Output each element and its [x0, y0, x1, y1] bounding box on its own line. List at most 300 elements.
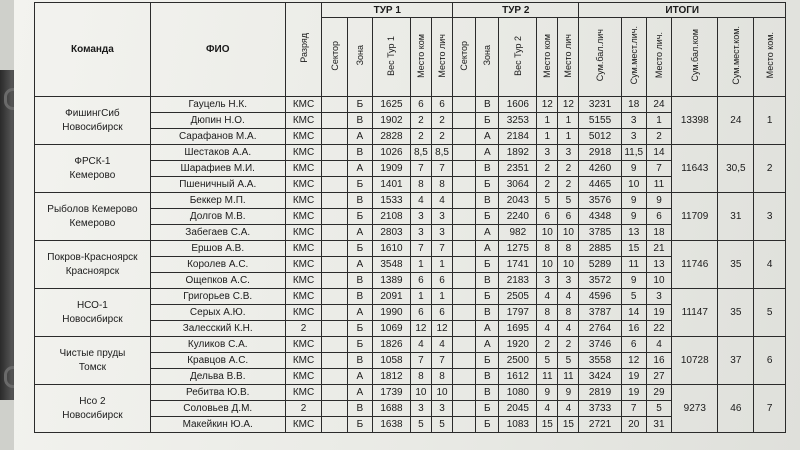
cell-sector-2: [453, 305, 476, 321]
cell-rank: КМС: [285, 145, 322, 161]
header-place-pers-2: Место лич: [558, 18, 579, 97]
cell-zone-1: Б: [347, 177, 372, 193]
cell-sector-1: [322, 321, 347, 337]
cell-place-team-1: 8,5: [410, 145, 431, 161]
cell-sector-1: [322, 369, 347, 385]
cell-place-pers-1: 2: [431, 113, 452, 129]
cell-rank: КМС: [285, 113, 322, 129]
cell-sector-2: [453, 337, 476, 353]
cell-team-place: 6: [754, 337, 786, 385]
cell-place-pers-2: 1: [558, 129, 579, 145]
cell-place-team-2: 1: [537, 113, 558, 129]
cell-place-pers-2: 8: [558, 305, 579, 321]
cell-sum-pers-places: 19: [621, 385, 646, 401]
cell-weight-1: 1909: [373, 161, 411, 177]
header-tour2: ТУР 2: [453, 3, 579, 18]
cell-place-pers-total: 2: [646, 129, 671, 145]
cell-sum-pers-places: 13: [621, 225, 646, 241]
cell-sum-pers-places: 20: [621, 417, 646, 433]
cell-sector-1: [322, 225, 347, 241]
cell-place-team-2: 8: [537, 241, 558, 257]
cell-sector-2: [453, 145, 476, 161]
cell-sum-team-places: 46: [718, 385, 754, 433]
cell-weight-2: 1080: [499, 385, 537, 401]
cell-weight-1: 1688: [373, 401, 411, 417]
cell-place-pers-2: 3: [558, 273, 579, 289]
cell-sector-2: [453, 353, 476, 369]
results-body: [35, 97, 786, 433]
cell-place-pers-1: 8,5: [431, 145, 452, 161]
cell-sum-pers-places: 11: [621, 257, 646, 273]
cell-weight-2: 1797: [499, 305, 537, 321]
cell-rank: КМС: [285, 337, 322, 353]
cell-place-team-1: 7: [410, 353, 431, 369]
cell-name: Серых А.Ю.: [150, 305, 285, 321]
cell-place-pers-1: 4: [431, 193, 452, 209]
cell-place-team-1: 5: [410, 417, 431, 433]
cell-weight-2: 2240: [499, 209, 537, 225]
cell-sum-pers-points: 4465: [579, 177, 621, 193]
cell-sector-1: [322, 401, 347, 417]
cell-sum-pers-points: 4596: [579, 289, 621, 305]
cell-place-pers-2: 4: [558, 321, 579, 337]
cell-weight-2: 1741: [499, 257, 537, 273]
cell-weight-2: 2043: [499, 193, 537, 209]
cell-sector-2: [453, 417, 476, 433]
cell-name: Забегаев С.А.: [150, 225, 285, 241]
cell-zone-2: В: [476, 273, 499, 289]
cell-place-team-2: 4: [537, 401, 558, 417]
cell-place-pers-total: 19: [646, 305, 671, 321]
cell-name: Кравцов А.С.: [150, 353, 285, 369]
cell-name: Григорьев С.В.: [150, 289, 285, 305]
cell-weight-1: 1026: [373, 145, 411, 161]
cell-zone-2: А: [476, 337, 499, 353]
cell-place-team-1: 4: [410, 337, 431, 353]
team-name: ФРСК-1: [74, 155, 111, 167]
cell-zone-2: А: [476, 321, 499, 337]
cell-zone-1: В: [347, 401, 372, 417]
cell-place-pers-1: 8: [431, 369, 452, 385]
cell-sum-pers-places: 9: [621, 209, 646, 225]
cell-place-pers-total: 11: [646, 177, 671, 193]
cell-sum-pers-points: 2764: [579, 321, 621, 337]
cell-sum-pers-points: 4348: [579, 209, 621, 225]
header-sector-2: Сектор: [453, 18, 476, 97]
cell-sum-pers-places: 5: [621, 289, 646, 305]
cell-zone-2: А: [476, 225, 499, 241]
cell-place-team-2: 4: [537, 289, 558, 305]
cell-place-pers-total: 27: [646, 369, 671, 385]
cell-weight-1: 1533: [373, 193, 411, 209]
cell-place-pers-1: 2: [431, 129, 452, 145]
team-name: Покров-Красноярск: [47, 251, 138, 263]
cell-zone-2: В: [476, 161, 499, 177]
cell-sum-pers-points: 3572: [579, 273, 621, 289]
paper-sheet: [14, 0, 800, 450]
cell-sum-team-places: 37: [718, 337, 754, 385]
cell-sum-pers-places: 9: [621, 273, 646, 289]
team-cell: [35, 241, 151, 289]
cell-sector-2: [453, 257, 476, 273]
cell-zone-2: Б: [476, 113, 499, 129]
cell-weight-1: 1058: [373, 353, 411, 369]
cell-name: Макейкин Ю.А.: [150, 417, 285, 433]
cell-sector-1: [322, 417, 347, 433]
cell-sector-1: [322, 145, 347, 161]
header-weight-1: Вес Тур 1: [373, 18, 411, 97]
team-cell: [35, 289, 151, 337]
cell-zone-2: А: [476, 129, 499, 145]
cell-team-place: 1: [754, 97, 786, 145]
cell-name: Дюпин Н.О.: [150, 113, 285, 129]
cell-weight-2: 2351: [499, 161, 537, 177]
cell-place-pers-total: 22: [646, 321, 671, 337]
cell-weight-1: 2108: [373, 209, 411, 225]
cell-zone-1: А: [347, 161, 372, 177]
cell-weight-1: 1638: [373, 417, 411, 433]
cell-rank: КМС: [285, 369, 322, 385]
cell-sector-1: [322, 289, 347, 305]
cell-sum-team-points: 10728: [672, 337, 718, 385]
cell-zone-1: Б: [347, 209, 372, 225]
cell-place-pers-1: 6: [431, 97, 452, 113]
cell-weight-2: 2505: [499, 289, 537, 305]
cell-place-pers-2: 5: [558, 193, 579, 209]
cell-rank: КМС: [285, 129, 322, 145]
cell-place-pers-total: 6: [646, 209, 671, 225]
cell-place-team-2: 10: [537, 257, 558, 273]
header-sum-pers-points: Сум.бал.лич: [579, 18, 621, 97]
cell-weight-2: 2184: [499, 129, 537, 145]
cell-sector-1: [322, 337, 347, 353]
cell-weight-1: 3548: [373, 257, 411, 273]
cell-place-team-2: 9: [537, 385, 558, 401]
cell-weight-2: 1275: [499, 241, 537, 257]
cell-place-pers-2: 4: [558, 401, 579, 417]
cell-place-team-1: 8: [410, 369, 431, 385]
cell-team-place: 5: [754, 289, 786, 337]
cell-rank: КМС: [285, 417, 322, 433]
cell-weight-1: 1990: [373, 305, 411, 321]
cell-zone-2: Б: [476, 289, 499, 305]
cell-sector-2: [453, 241, 476, 257]
cell-team-place: 2: [754, 145, 786, 193]
team-name: ФишингСиб: [65, 107, 120, 119]
team-city: Томск: [78, 361, 106, 373]
cell-place-pers-total: 9: [646, 193, 671, 209]
cell-zone-1: А: [347, 129, 372, 145]
cell-place-team-1: 1: [410, 289, 431, 305]
cell-place-team-1: 7: [410, 241, 431, 257]
cell-place-pers-1: 6: [431, 305, 452, 321]
cell-sector-1: [322, 353, 347, 369]
cell-sector-1: [322, 241, 347, 257]
cell-zone-1: В: [347, 193, 372, 209]
cell-sector-1: [322, 385, 347, 401]
cell-rank: КМС: [285, 177, 322, 193]
cell-place-pers-total: 5: [646, 401, 671, 417]
cell-zone-1: А: [347, 305, 372, 321]
cell-weight-2: 1695: [499, 321, 537, 337]
cell-rank: КМС: [285, 289, 322, 305]
cell-sector-1: [322, 129, 347, 145]
team-cell: [35, 145, 151, 193]
cell-sum-pers-places: 19: [621, 369, 646, 385]
cell-sum-pers-points: 3746: [579, 337, 621, 353]
cell-place-pers-2: 3: [558, 145, 579, 161]
header-sum-team-places: Сум.мест.ком.: [718, 18, 754, 97]
cell-weight-1: 1812: [373, 369, 411, 385]
cell-sector-2: [453, 97, 476, 113]
cell-sum-pers-points: 3785: [579, 225, 621, 241]
team-name: Рыболов Кемерово: [47, 203, 138, 215]
cell-sum-pers-places: 9: [621, 161, 646, 177]
cell-place-team-1: 12: [410, 321, 431, 337]
cell-rank: КМС: [285, 385, 322, 401]
cell-place-pers-1: 4: [431, 337, 452, 353]
cell-place-team-2: 10: [537, 225, 558, 241]
cell-sum-team-places: 35: [718, 289, 754, 337]
cell-name: Сарафанов М.А.: [150, 129, 285, 145]
cell-sum-pers-places: 7: [621, 401, 646, 417]
cell-weight-2: 1083: [499, 417, 537, 433]
cell-sector-2: [453, 193, 476, 209]
cell-weight-2: 982: [499, 225, 537, 241]
cell-place-team-1: 2: [410, 113, 431, 129]
cell-sum-team-points: 11746: [672, 241, 718, 289]
cell-zone-2: А: [476, 241, 499, 257]
cell-place-pers-1: 3: [431, 225, 452, 241]
cell-zone-2: В: [476, 97, 499, 113]
cell-sum-pers-points: 3733: [579, 401, 621, 417]
cell-sum-pers-points: 3787: [579, 305, 621, 321]
cell-place-team-2: 6: [537, 209, 558, 225]
cell-name: Дельва В.В.: [150, 369, 285, 385]
cell-sum-pers-points: 2721: [579, 417, 621, 433]
cell-sector-2: [453, 401, 476, 417]
cell-place-team-2: 2: [537, 161, 558, 177]
cell-sum-pers-places: 10: [621, 177, 646, 193]
cell-place-pers-1: 3: [431, 401, 452, 417]
cell-sector-2: [453, 161, 476, 177]
header-place-pers-1: Место лич: [431, 18, 452, 97]
cell-sum-pers-points: 2918: [579, 145, 621, 161]
cell-place-pers-1: 1: [431, 257, 452, 273]
cell-place-pers-2: 10: [558, 225, 579, 241]
cell-weight-1: 1069: [373, 321, 411, 337]
cell-place-pers-1: 3: [431, 209, 452, 225]
cell-rank: КМС: [285, 257, 322, 273]
cell-place-pers-1: 5: [431, 417, 452, 433]
cell-sum-team-points: 13398: [672, 97, 718, 145]
header-sum-team-points: Сум.бал.ком: [672, 18, 718, 97]
cell-weight-2: 2045: [499, 401, 537, 417]
cell-sector-2: [453, 129, 476, 145]
cell-place-team-2: 5: [537, 193, 558, 209]
team-city: Кемерово: [69, 217, 116, 229]
cell-sum-pers-points: 3424: [579, 369, 621, 385]
team-city: Кемерово: [69, 169, 116, 181]
cell-place-pers-1: 1: [431, 289, 452, 305]
cell-sum-pers-points: 2819: [579, 385, 621, 401]
cell-name: Гауцель Н.К.: [150, 97, 285, 113]
cell-place-pers-total: 1: [646, 113, 671, 129]
cell-zone-2: В: [476, 305, 499, 321]
cell-sector-2: [453, 209, 476, 225]
cell-sector-2: [453, 321, 476, 337]
cell-weight-2: 3253: [499, 113, 537, 129]
cell-place-team-1: 7: [410, 161, 431, 177]
cell-sector-2: [453, 369, 476, 385]
team-city: Красноярск: [65, 265, 120, 277]
cell-sector-2: [453, 113, 476, 129]
cell-zone-2: Б: [476, 177, 499, 193]
cell-name: Шарафиев М.И.: [150, 161, 285, 177]
cell-zone-1: В: [347, 289, 372, 305]
cell-sum-team-points: 11147: [672, 289, 718, 337]
cell-place-pers-1: 10: [431, 385, 452, 401]
team-name: Чистые пруды: [59, 347, 126, 359]
header-sum-pers-places: Сум.мест.лич.: [621, 18, 646, 97]
team-name: НСО-1: [76, 299, 108, 311]
cell-place-pers-2: 2: [558, 161, 579, 177]
cell-sector-1: [322, 113, 347, 129]
cell-sector-1: [322, 193, 347, 209]
cell-rank: КМС: [285, 273, 322, 289]
cell-rank: КМС: [285, 241, 322, 257]
cell-zone-1: В: [347, 273, 372, 289]
cell-sum-pers-points: 4260: [579, 161, 621, 177]
cell-weight-2: 1920: [499, 337, 537, 353]
team-city: Новосибирск: [62, 121, 123, 133]
cell-team-place: 3: [754, 193, 786, 241]
cell-place-pers-2: 1: [558, 113, 579, 129]
cell-weight-1: 1826: [373, 337, 411, 353]
cell-place-team-1: 4: [410, 193, 431, 209]
cell-team-place: 7: [754, 385, 786, 433]
cell-place-team-1: 6: [410, 273, 431, 289]
cell-rank: 2: [285, 321, 322, 337]
cell-place-pers-1: 12: [431, 321, 452, 337]
cell-zone-2: В: [476, 385, 499, 401]
cell-zone-1: В: [347, 353, 372, 369]
cell-place-team-2: 4: [537, 321, 558, 337]
cell-name: Беккер М.П.: [150, 193, 285, 209]
cell-zone-1: А: [347, 257, 372, 273]
cell-zone-2: В: [476, 369, 499, 385]
cell-place-team-2: 12: [537, 97, 558, 113]
cell-place-pers-total: 31: [646, 417, 671, 433]
cell-sector-1: [322, 257, 347, 273]
cell-place-pers-2: 9: [558, 385, 579, 401]
cell-place-pers-total: 14: [646, 145, 671, 161]
cell-zone-1: А: [347, 369, 372, 385]
cell-sum-pers-points: 3576: [579, 193, 621, 209]
cell-place-team-1: 3: [410, 209, 431, 225]
cell-place-pers-2: 2: [558, 177, 579, 193]
cell-place-pers-total: 24: [646, 97, 671, 113]
cell-zone-2: А: [476, 145, 499, 161]
cell-place-team-1: 6: [410, 97, 431, 113]
cell-weight-1: 1902: [373, 113, 411, 129]
cell-rank: КМС: [285, 209, 322, 225]
team-city: Новосибирск: [62, 313, 123, 325]
cell-weight-2: 1892: [499, 145, 537, 161]
cell-sum-pers-places: 9: [621, 193, 646, 209]
cell-sector-2: [453, 385, 476, 401]
cell-name: Залесский К.Н.: [150, 321, 285, 337]
cell-sector-2: [453, 273, 476, 289]
cell-sum-pers-points: 2885: [579, 241, 621, 257]
cell-zone-1: А: [347, 225, 372, 241]
cell-sum-team-places: 24: [718, 97, 754, 145]
cell-place-pers-2: 2: [558, 337, 579, 353]
cell-name: Ребитва Ю.В.: [150, 385, 285, 401]
cell-zone-1: Б: [347, 97, 372, 113]
participant-row: [35, 289, 786, 305]
team-cell: [35, 193, 151, 241]
cell-weight-1: 1389: [373, 273, 411, 289]
cell-sum-pers-points: 3231: [579, 97, 621, 113]
cell-sum-team-places: 30,5: [718, 145, 754, 193]
cell-sector-1: [322, 305, 347, 321]
participant-row: [35, 193, 786, 209]
cell-name: Шестаков А.А.: [150, 145, 285, 161]
cell-place-pers-total: 10: [646, 273, 671, 289]
cell-place-team-1: 8: [410, 177, 431, 193]
cell-place-team-2: 3: [537, 145, 558, 161]
cell-rank: КМС: [285, 305, 322, 321]
cell-zone-2: Б: [476, 401, 499, 417]
cell-sector-1: [322, 97, 347, 113]
cell-place-pers-total: 21: [646, 241, 671, 257]
team-city: Новосибирск: [62, 409, 123, 421]
header-place-team-2: Место ком: [537, 18, 558, 97]
cell-place-team-1: 3: [410, 401, 431, 417]
team-cell: [35, 97, 151, 145]
cell-place-pers-total: 4: [646, 337, 671, 353]
cell-place-team-2: 15: [537, 417, 558, 433]
cell-sum-pers-points: 5012: [579, 129, 621, 145]
participant-row: [35, 145, 786, 161]
header-tour1: ТУР 1: [322, 3, 453, 18]
cell-place-pers-2: 5: [558, 353, 579, 369]
participant-row: [35, 385, 786, 401]
cell-sum-team-points: 11643: [672, 145, 718, 193]
cell-rank: КМС: [285, 161, 322, 177]
cell-sum-pers-places: 3: [621, 113, 646, 129]
cell-zone-1: В: [347, 145, 372, 161]
cell-weight-1: 2803: [373, 225, 411, 241]
cell-sum-team-points: 11709: [672, 193, 718, 241]
cell-name: Пшеничный А.А.: [150, 177, 285, 193]
cell-place-team-1: 2: [410, 129, 431, 145]
cell-sector-1: [322, 273, 347, 289]
cell-place-pers-total: 18: [646, 225, 671, 241]
cell-zone-2: Б: [476, 417, 499, 433]
results-table: [34, 2, 786, 433]
cell-sum-pers-places: 15: [621, 241, 646, 257]
header-team-place: Место ком.: [754, 18, 786, 97]
header-place-pers-total: Место лич.: [646, 18, 671, 97]
cell-zone-2: Б: [476, 209, 499, 225]
cell-sum-pers-places: 16: [621, 321, 646, 337]
cell-name: Ощепков А.С.: [150, 273, 285, 289]
cell-place-pers-2: 12: [558, 97, 579, 113]
cell-weight-1: 1739: [373, 385, 411, 401]
cell-sum-pers-points: 5289: [579, 257, 621, 273]
